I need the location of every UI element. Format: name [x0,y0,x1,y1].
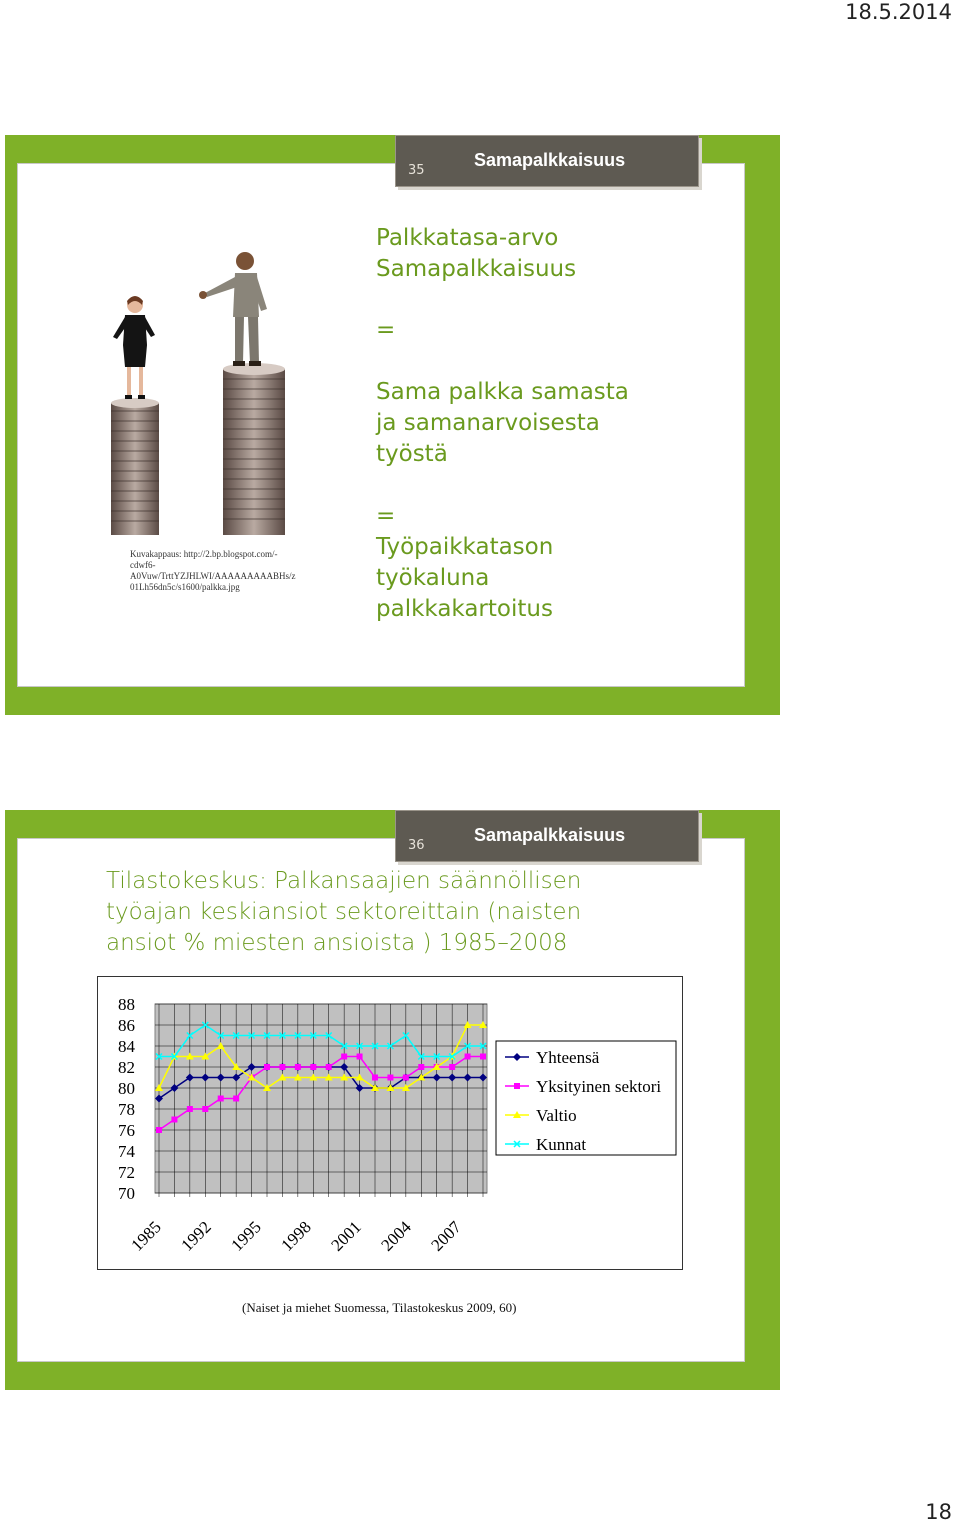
image-caption [130,549,320,593]
data-point [326,1064,332,1070]
slide-header-title: Samapalkkaisuus [474,150,626,170]
caption-line: A0Vuw/TrttYZJHLWI/AAAAAAAAABHs/z [130,571,296,581]
x-tick-label: 1992 [177,1217,215,1255]
data-point [341,1054,347,1060]
y-tick-label: 82 [118,1058,135,1077]
x-tick-label: 2001 [327,1217,365,1255]
y-tick-label: 86 [118,1016,135,1035]
data-point [218,1096,224,1102]
coin-stacks-image [95,245,300,545]
data-point [264,1064,270,1070]
page-date: 18.5.2014 [845,0,952,24]
data-point [449,1064,455,1070]
data-point [372,1075,378,1081]
data-point [403,1075,409,1081]
data-point [171,1117,177,1123]
slide-35-header [395,135,699,187]
x-tick-label: 1985 [127,1217,165,1255]
slide-35 [5,135,780,715]
legend-label: Yksityinen sektori [536,1077,662,1096]
y-tick-label: 84 [118,1037,135,1056]
title-line: ansiot % miesten ansioista ) 1985–2008 [106,930,568,956]
data-point [480,1054,486,1060]
text-line: Palkkatasa-arvo [376,225,559,251]
text-line: Samapalkkaisuus [376,256,577,282]
data-point [156,1127,162,1133]
text-line: ja samanarvoisesta [376,410,600,436]
x-tick-label: 1995 [227,1217,265,1255]
x-tick-label: 1998 [277,1217,315,1255]
text-line: työstä [376,441,448,467]
caption-line: cdwf6- [130,560,156,570]
page-number: 18 [925,1500,952,1524]
title-line: työajan keskiansiot sektoreittain (naisten [106,899,582,925]
legend-label: Kunnat [536,1135,587,1154]
legend-marker [514,1083,520,1089]
text-line: = [376,503,396,529]
data-point [310,1064,316,1070]
woman-figure [113,296,155,399]
data-point [357,1054,363,1060]
data-point [465,1054,471,1060]
slide-number: 36 [408,838,425,853]
slide-36-title [106,866,726,959]
y-tick-label: 76 [118,1121,135,1140]
plot-area [155,1004,487,1193]
data-point [202,1106,208,1112]
legend-label: Valtio [536,1106,577,1125]
chart-source: (Naiset ja miehet Suomessa, Tilastokeskus 2009, 60) [242,1300,517,1315]
y-tick-label: 88 [118,995,135,1014]
chart-box [97,976,683,1270]
x-tick-label: 2007 [427,1217,465,1255]
tall-coin-stack [223,363,285,535]
data-point [387,1075,393,1081]
slide-36-header [395,810,699,862]
slide-35-text [376,223,756,625]
slide-number: 35 [408,163,425,178]
data-point [233,1096,239,1102]
line-chart [98,977,682,1269]
text-line: palkkakartoitus [376,596,553,622]
y-tick-label: 78 [118,1100,135,1119]
y-tick-label: 74 [118,1142,135,1161]
short-coin-stack [111,398,159,535]
x-tick-label: 2004 [377,1217,415,1255]
data-point [279,1064,285,1070]
data-point [418,1064,424,1070]
text-line: työkaluna [376,565,490,591]
slide-header-title: Samapalkkaisuus [474,825,626,845]
man-figure [199,252,267,366]
slide-36 [5,810,780,1390]
y-tick-label: 80 [118,1079,135,1098]
caption-line: 01Lh56dn5c/s1600/palkka.jpg [130,582,240,592]
text-line: Sama palkka samasta [376,379,629,405]
title-line: Tilastokeskus: Palkansaajien säännöllisen [106,868,582,894]
y-tick-label: 70 [118,1184,135,1203]
y-tick-label: 72 [118,1163,135,1182]
text-line: = [376,317,396,343]
caption-line: Kuvakappaus: http://2.bp.blogspot.com/- [130,549,278,559]
data-point [187,1106,193,1112]
legend-label: Yhteensä [536,1048,600,1067]
data-point [295,1064,301,1070]
text-line: Työpaikkatason [376,534,554,560]
